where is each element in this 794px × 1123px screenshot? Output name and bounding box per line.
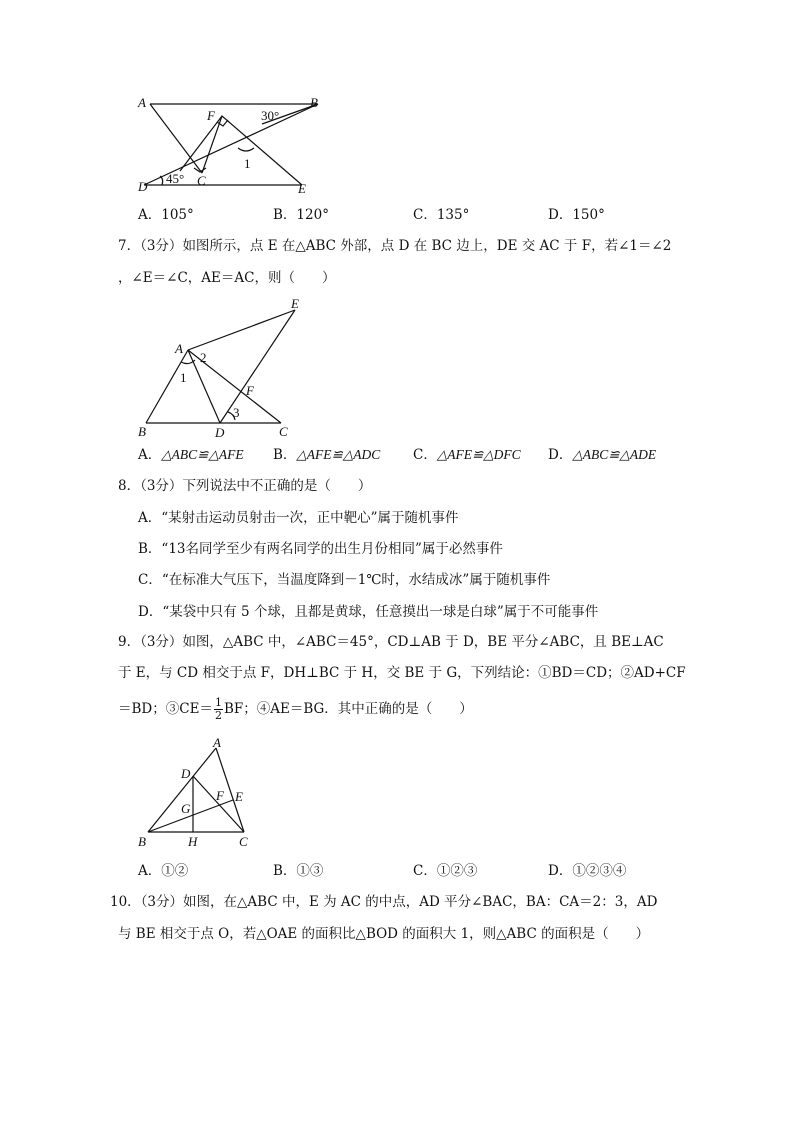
label-angle-1: 1	[244, 156, 251, 171]
figure-q9-svg	[133, 734, 263, 852]
angle-1-arc	[238, 148, 254, 151]
q6-option-d[interactable]: D．150°	[548, 207, 605, 223]
label-F: F	[216, 788, 224, 803]
q7-option-d[interactable]: D．△ABC≌△ADE	[548, 447, 657, 463]
q8-option-c[interactable]: C．“在标准大气压下，当温度降到－1℃时，水结成冰”属于随机事件	[138, 572, 551, 588]
q8-number: 8．	[118, 478, 141, 494]
label-A: A	[213, 735, 221, 750]
label-G: G	[181, 801, 191, 816]
q9-stem-line1	[118, 632, 664, 652]
q10-stem-line2: 与 BE 相交于点 O，若△OAE 的面积比△BOD 的面积大 1，则△ABC 的面积是（ ）	[118, 926, 650, 942]
label-angle-2: 2	[200, 350, 207, 365]
q7-number: 7．	[118, 238, 141, 254]
label-C: C	[239, 834, 248, 849]
label-E: E	[235, 789, 243, 804]
q8-option-a[interactable]: A．“某射击运动员射击一次，正中靶心”属于随机事件	[138, 510, 459, 526]
q10-stem1: 如图，在△ABC 中，E 为 AC 的中点，AD 平分∠BAC，BA：CA＝2：3，AD	[183, 894, 658, 910]
q10-score: （3分）	[140, 894, 184, 910]
q9-stem1: 如图，△ABC 中，∠ABC＝45°，CD⊥AB 于 D，BE 平分∠ABC，且 BE⊥AC	[182, 634, 664, 650]
label-angle-1: 1	[180, 370, 187, 385]
q6-option-c[interactable]: C．135°	[413, 207, 470, 223]
label-A: A	[138, 95, 146, 110]
q7-option-a[interactable]: A．△ABC≌△AFE	[138, 447, 244, 463]
q9-score: （3分）	[140, 634, 183, 650]
segment-AC	[150, 104, 202, 173]
label-F: F	[207, 108, 215, 123]
q6-options	[138, 205, 698, 225]
figure-q7-svg	[133, 296, 313, 444]
figure-q7	[133, 296, 313, 444]
q7-stem-line2: ，∠E＝∠C，AE＝AC，则（ ）	[118, 270, 336, 286]
q7-options	[138, 445, 698, 465]
q9-option-a[interactable]: A．①②	[138, 863, 189, 879]
q9-option-c[interactable]: C．①②③	[413, 863, 478, 879]
label-C: C	[279, 424, 288, 439]
label-A: A	[175, 341, 183, 356]
q9-stem-line3	[118, 695, 473, 723]
label-F: F	[246, 383, 254, 398]
figure-q6	[130, 90, 330, 200]
figure-q6-svg	[130, 90, 330, 200]
q8-stem	[118, 476, 371, 496]
label-angle-3: 3	[233, 405, 240, 420]
q8-stem-text: 下列说法中不正确的是（ ）	[182, 478, 372, 494]
label-D: D	[181, 766, 191, 781]
q9-stem3b: BF；④AE＝BG．其中正确的是（ ）	[223, 701, 473, 717]
label-B: B	[138, 424, 146, 439]
fraction-numerator: 1	[214, 696, 222, 709]
label-D: D	[215, 425, 225, 440]
fraction-denominator: 2	[214, 709, 222, 722]
q8-option-b[interactable]: B．“13名同学至少有两名同学的出生月份相同”属于必然事件	[138, 541, 503, 557]
label-angle-45: 45°	[166, 171, 185, 186]
figure-q9	[133, 734, 263, 852]
q8-score: （3分）	[140, 478, 183, 494]
q7-score: （3分）	[140, 238, 183, 254]
label-D: D	[138, 179, 148, 194]
q9-options	[138, 861, 698, 881]
fraction-one-half	[214, 697, 223, 722]
segment-CF	[202, 116, 222, 173]
segment-AB	[146, 350, 188, 423]
label-E: E	[291, 296, 299, 311]
q9-number: 9．	[118, 634, 141, 650]
label-B: B	[310, 95, 318, 110]
segment-DE	[220, 310, 295, 423]
label-C: C	[197, 173, 206, 188]
q7-stem-line1	[118, 236, 671, 256]
q9-stem3a: ＝BD；③CE＝	[118, 701, 213, 717]
q7-option-b[interactable]: B．△AFE≌△ADC	[273, 447, 381, 463]
q7-option-c[interactable]: C．△AFE≌△DFC	[413, 447, 521, 463]
q6-option-b[interactable]: B．120°	[273, 207, 329, 223]
q9-stem-line2: 于 E，与 CD 相交于点 F，DH⊥BC 于 H，交 BE 于 G，下列结论：①BD＝CD；②AD+CF	[118, 665, 686, 681]
segment-CD	[193, 776, 244, 832]
label-B: B	[138, 834, 146, 849]
label-angle-30: 30°	[261, 108, 280, 123]
q9-option-b[interactable]: B．①③	[273, 863, 324, 879]
q7-stem1: 如图所示，点 E 在△ABC 外部，点 D 在 BC 边上，DE 交 AC 于 F，若∠1＝∠2	[182, 238, 672, 254]
label-H: H	[188, 834, 198, 849]
segment-AE	[188, 310, 295, 350]
q6-option-a[interactable]: A．105°	[138, 207, 194, 223]
q10-stem-line1	[110, 892, 657, 912]
q10-number: 10．	[110, 894, 141, 910]
q9-option-d[interactable]: D．①②③④	[548, 863, 627, 879]
q8-option-d[interactable]: D．“某袋中只有 5 个球，且都是黄球，任意摸出一球是白球”属于不可能事件	[138, 604, 599, 620]
label-E: E	[298, 181, 306, 196]
